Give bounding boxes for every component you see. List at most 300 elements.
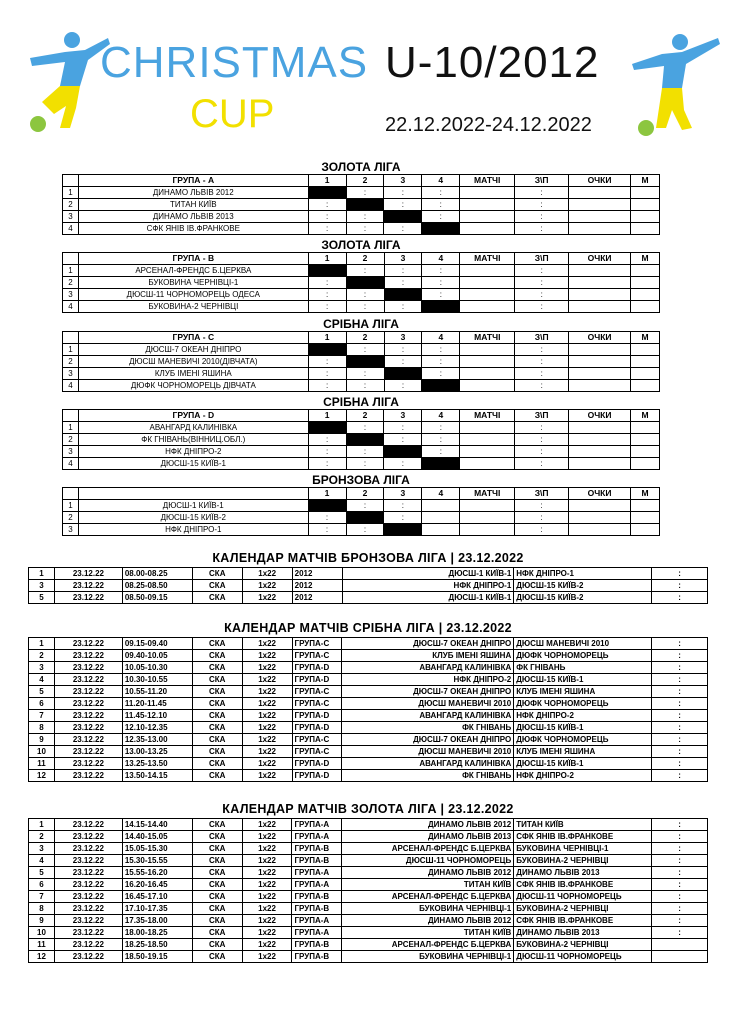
match-row [29,650,708,662]
match-score: : [652,879,708,891]
score-cell: : [346,301,384,313]
row-number: 4 [63,380,79,392]
match-format: 1х22 [242,662,292,674]
home-team: ДЮСШ-1 КИЇВ-1 [342,568,514,580]
goals-cell: : [515,422,569,434]
team-name: ДИНАМО ЛЬВІВ 2013 [78,211,308,223]
group-block [62,238,660,313]
match-row [29,638,708,650]
team-name: ДЮСШ-15 КИЇВ-2 [78,512,308,524]
score-cell: : [384,500,422,512]
header-cell: З\П [515,175,569,187]
match-time: 08.25-08.50 [122,580,192,592]
home-team: АВАНГАРД КАЛИНІВКА [342,662,514,674]
match-time: 13.00-13.25 [122,746,192,758]
away-team: ФК ГНІВАНЬ [514,662,652,674]
points-cell [569,199,631,211]
match-time: 17.10-17.35 [122,903,192,915]
goals-cell: : [515,301,569,313]
matches-cell [460,446,515,458]
row-number: 3 [63,368,79,380]
match-time: 17.35-18.00 [122,915,192,927]
points-cell [569,368,631,380]
score-cell: : [308,301,346,313]
match-number: 6 [29,698,55,710]
matches-cell [460,344,515,356]
match-number: 5 [29,867,55,879]
match-row [29,951,708,963]
score-cell: : [308,199,346,211]
match-time: 18.25-18.50 [122,939,192,951]
score-cell: : [384,380,422,392]
header-cell: З\П [515,488,569,500]
matches-cell [460,277,515,289]
away-team: ДЮФК ЧОРНОМОРЕЦЬ [514,734,652,746]
match-format: 1х22 [242,867,292,879]
matches-cell [460,356,515,368]
match-row [29,819,708,831]
match-venue: СКА [192,592,242,604]
match-venue: СКА [192,722,242,734]
header-cell: ОЧКИ [569,332,631,344]
away-team: ДЮСШ-15 КИЇВ-1 [514,722,652,734]
team-row [63,277,660,289]
match-number: 9 [29,915,55,927]
match-number: 1 [29,819,55,831]
matches-cell [460,289,515,301]
match-date: 23.12.22 [54,855,122,867]
match-row [29,662,708,674]
score-cell: : [346,265,384,277]
match-score: : [652,650,708,662]
header-cell: ОЧКИ [569,175,631,187]
points-cell [569,301,631,313]
match-group: ГРУПА-В [292,903,342,915]
match-time: 10.30-10.55 [122,674,192,686]
header-cell [63,175,79,187]
score-cell: : [346,524,384,536]
points-cell [569,265,631,277]
header-cell: 4 [422,410,460,422]
match-time: 09.15-09.40 [122,638,192,650]
league-title: ЗОЛОТА ЛІГА [321,160,401,174]
score-cell: : [384,199,422,211]
away-team: СФК ЯНІВ ІВ.ФРАНКОВЕ [514,915,652,927]
match-format: 1х22 [242,722,292,734]
away-team: ДЮФК ЧОРНОМОРЕЦЬ [514,698,652,710]
place-cell [630,187,659,199]
team-row [63,446,660,458]
match-score: : [652,710,708,722]
away-team: ДЮСШ-15 КИЇВ-1 [514,758,652,770]
match-row [29,592,708,604]
match-row [29,855,708,867]
home-team: АРСЕНАЛ-ФРЕНДС Б.ЦЕРКВА [342,843,514,855]
team-row [63,187,660,199]
points-cell [569,434,631,446]
team-row [63,434,660,446]
schedule-table [28,567,708,604]
team-row [63,289,660,301]
away-team: НФК ДНІПРО-2 [514,710,652,722]
goals-cell: : [515,187,569,199]
match-date: 23.12.22 [54,819,122,831]
row-number: 2 [63,199,79,211]
match-time: 10.55-11.20 [122,686,192,698]
score-cell: : [346,289,384,301]
home-team: АВАНГАРД КАЛИНІВКА [342,758,514,770]
match-row [29,843,708,855]
team-name: ДЮСШ-15 КИЇВ-1 [78,458,308,470]
score-cell [346,277,384,289]
header-cell: З\П [515,332,569,344]
score-cell: : [308,368,346,380]
score-cell: : [422,356,460,368]
score-cell: : [346,187,384,199]
match-group: ГРУПА-С [292,650,342,662]
row-number: 2 [63,512,79,524]
away-team: ДЮСШ-11 ЧОРНОМОРЕЦЬ [514,951,652,963]
score-cell: : [308,289,346,301]
row-number: 3 [63,446,79,458]
header-cell: ОЧКИ [569,488,631,500]
score-cell: : [346,500,384,512]
goals-cell: : [515,500,569,512]
score-cell [346,199,384,211]
match-number: 9 [29,734,55,746]
team-name: ДЮСШ-11 ЧОРНОМОРЕЦЬ ОДЕСА [78,289,308,301]
match-time: 13.50-14.15 [122,770,192,782]
match-date: 23.12.22 [54,580,122,592]
score-cell [384,211,422,223]
matches-cell [460,422,515,434]
team-name: НФК ДНІПРО-2 [78,446,308,458]
points-cell [569,422,631,434]
score-cell [346,434,384,446]
match-row [29,879,708,891]
place-cell [631,368,660,380]
place-cell [631,524,660,536]
match-time: 10.05-10.30 [122,662,192,674]
team-row [63,380,660,392]
match-venue: СКА [192,951,242,963]
match-score: : [652,580,708,592]
away-team: КЛУБ ІМЕНІ ЯШИНА [514,686,652,698]
matches-cell [460,265,515,277]
home-team: АВАНГАРД КАЛИНІВКА [342,710,514,722]
score-cell: : [384,265,422,277]
score-cell: : [308,458,346,470]
score-cell: : [384,277,422,289]
team-name: ДИНАМО ЛЬВІВ 2012 [78,187,308,199]
score-cell [422,301,460,313]
group-header-row [63,253,660,265]
match-format: 1х22 [242,758,292,770]
row-number: 4 [63,458,79,470]
match-number: 10 [29,927,55,939]
match-score: : [652,843,708,855]
team-name: СФК ЯНІВ ІВ.ФРАНКОВЕ [78,223,308,235]
match-date: 23.12.22 [54,686,122,698]
away-team: НФК ДНІПРО-2 [514,770,652,782]
score-cell [422,500,460,512]
header-cell: 2 [346,253,384,265]
team-name: АРСЕНАЛ-ФРЕНДС Б.ЦЕРКВА [78,265,308,277]
score-cell: : [346,446,384,458]
match-venue: СКА [192,867,242,879]
matches-cell [460,434,515,446]
away-team: ТИТАН КИЇВ [514,819,652,831]
tournament-dates: 22.12.2022-24.12.2022 [385,114,592,136]
header-cell: М [631,253,660,265]
match-score [652,951,708,963]
match-format: 1х22 [242,939,292,951]
away-team: НФК ДНІПРО-1 [514,568,652,580]
score-cell [384,289,422,301]
group-name: ГРУПА - D [78,410,308,422]
match-number: 3 [29,843,55,855]
match-time: 11.20-11.45 [122,698,192,710]
match-venue: СКА [192,674,242,686]
group-table [62,252,660,313]
match-row [29,686,708,698]
group-table [62,409,660,470]
title-christmas: CHRISTMAS [100,38,369,87]
score-cell [308,187,346,199]
match-time: 08.00-08.25 [122,568,192,580]
home-team: ФК ГНІВАНЬ [342,770,514,782]
home-team: АРСЕНАЛ-ФРЕНДС Б.ЦЕРКВА [342,891,514,903]
header-cell: М [631,332,660,344]
score-cell: : [308,277,346,289]
away-team: СФК ЯНІВ ІВ.ФРАНКОВЕ [514,831,652,843]
points-cell [569,380,631,392]
score-cell: : [308,380,346,392]
score-cell: : [384,422,422,434]
score-cell: : [422,368,460,380]
group-block [62,317,660,392]
match-number: 1 [29,568,55,580]
match-score: : [652,770,708,782]
match-venue: СКА [192,855,242,867]
team-row [63,344,660,356]
home-team: ДИНАМО ЛЬВІВ 2012 [342,867,514,879]
match-venue: СКА [192,819,242,831]
header-cell: 2 [346,488,384,500]
match-date: 23.12.22 [54,710,122,722]
matches-cell [460,500,515,512]
match-row [29,568,708,580]
match-venue: СКА [192,927,242,939]
match-venue: СКА [192,879,242,891]
place-cell [630,211,659,223]
place-cell [631,512,660,524]
match-group: ГРУПА-D [292,758,342,770]
team-row [63,211,660,223]
row-number: 2 [63,434,79,446]
match-format: 1х22 [242,855,292,867]
row-number: 4 [63,301,79,313]
match-venue: СКА [192,662,242,674]
matches-cell [460,301,515,313]
match-group: ГРУПА-D [292,722,342,734]
score-cell: : [422,344,460,356]
match-score: : [652,568,708,580]
match-time: 16.45-17.10 [122,891,192,903]
match-time: 08.50-09.15 [122,592,192,604]
header-cell: 4 [422,175,460,187]
team-name: АВАНГАРД КАЛИНІВКА [78,422,308,434]
match-score: : [652,915,708,927]
match-format: 1х22 [242,879,292,891]
header-cell: 2 [346,175,384,187]
title-age-group: U-10/2012 [385,38,600,87]
match-group: ГРУПА-D [292,770,342,782]
score-cell: : [346,344,384,356]
away-team: БУКОВИНА-2 ЧЕРНІВЦІ [514,903,652,915]
team-row [63,458,660,470]
match-number: 11 [29,939,55,951]
match-date: 23.12.22 [54,592,122,604]
match-group: ГРУПА-А [292,867,342,879]
match-format: 1х22 [242,915,292,927]
schedule-block [28,550,708,604]
goals-cell: : [515,211,569,223]
match-group: ГРУПА-С [292,746,342,758]
matches-cell [460,187,515,199]
match-group: ГРУПА-С [292,734,342,746]
score-cell: : [308,434,346,446]
points-cell [569,512,631,524]
goals-cell: : [515,524,569,536]
match-group: ГРУПА-D [292,662,342,674]
match-number: 8 [29,722,55,734]
match-group: ГРУПА-D [292,710,342,722]
match-group: ГРУПА-D [292,674,342,686]
header-cell: 2 [346,410,384,422]
match-number: 4 [29,674,55,686]
score-cell: : [384,344,422,356]
home-team: ДИНАМО ЛЬВІВ 2013 [342,831,514,843]
match-format: 1х22 [242,710,292,722]
away-team: ДИНАМО ЛЬВІВ 2013 [514,867,652,879]
score-cell: : [422,277,460,289]
matches-cell [460,458,515,470]
away-team: ДИНАМО ЛЬВІВ 2013 [514,927,652,939]
home-team: ДЮСШ-7 ОКЕАН ДНІПРО [342,686,514,698]
row-number: 3 [63,211,79,223]
goals-cell: : [515,512,569,524]
schedule-block [28,801,708,963]
home-team: БУКОВИНА ЧЕРНІВЦІ-1 [342,903,514,915]
goals-cell: : [515,199,569,211]
points-cell [569,524,631,536]
league-title: ЗОЛОТА ЛІГА [321,238,401,252]
score-cell [308,265,346,277]
row-number: 2 [63,356,79,368]
group-header-row [63,410,660,422]
match-venue: СКА [192,698,242,710]
match-date: 23.12.22 [54,879,122,891]
match-venue: СКА [192,734,242,746]
match-time: 09.40-10.05 [122,650,192,662]
place-cell [631,380,660,392]
schedule-block [28,620,708,782]
match-row [29,746,708,758]
match-time: 15.55-16.20 [122,867,192,879]
team-name: БУКОВИНА-2 ЧЕРНІВЦІ [78,301,308,313]
match-number: 5 [29,686,55,698]
match-score: : [652,592,708,604]
match-number: 6 [29,879,55,891]
match-venue: СКА [192,831,242,843]
match-row [29,734,708,746]
row-number: 4 [63,223,79,235]
page-header [0,0,742,150]
match-number: 2 [29,650,55,662]
match-format: 1х22 [242,674,292,686]
match-number: 12 [29,951,55,963]
match-date: 23.12.22 [54,758,122,770]
match-group: ГРУПА-А [292,879,342,891]
score-cell: : [308,446,346,458]
match-date: 23.12.22 [54,903,122,915]
match-format: 1х22 [242,568,292,580]
match-time: 16.20-16.45 [122,879,192,891]
header-cell: 3 [384,332,422,344]
header-cell: 3 [384,253,422,265]
matches-cell [460,211,515,223]
place-cell [630,422,659,434]
match-date: 23.12.22 [54,951,122,963]
match-date: 23.12.22 [54,638,122,650]
match-number: 7 [29,710,55,722]
header-cell: З\П [515,253,569,265]
match-group: ГРУПА-С [292,698,342,710]
match-time: 14.40-15.05 [122,831,192,843]
header-cell: 1 [308,488,346,500]
matches-cell [460,199,515,211]
match-date: 23.12.22 [54,734,122,746]
match-date: 23.12.22 [54,746,122,758]
points-cell [569,344,631,356]
match-format: 1х22 [242,903,292,915]
header-cell: М [630,410,659,422]
match-format: 1х22 [242,580,292,592]
match-group: ГРУПА-В [292,855,342,867]
group-name [78,488,308,500]
score-cell: : [346,458,384,470]
match-time: 14.15-14.40 [122,819,192,831]
goals-cell: : [515,289,569,301]
match-number: 10 [29,746,55,758]
header-cell: 1 [308,253,346,265]
match-row [29,758,708,770]
header-cell: З\П [515,410,569,422]
group-header-row [63,332,660,344]
match-score: : [652,891,708,903]
match-format: 1х22 [242,638,292,650]
match-score: : [652,662,708,674]
group-block [62,395,660,470]
points-cell [569,187,631,199]
points-cell [569,223,631,235]
match-venue: СКА [192,903,242,915]
home-team: ДЮСШ-7 ОКЕАН ДНІПРО [342,638,514,650]
match-row [29,903,708,915]
score-cell [422,223,460,235]
home-team: ДЮСШ-11 ЧОРНОМОРЕЦЬ [342,855,514,867]
